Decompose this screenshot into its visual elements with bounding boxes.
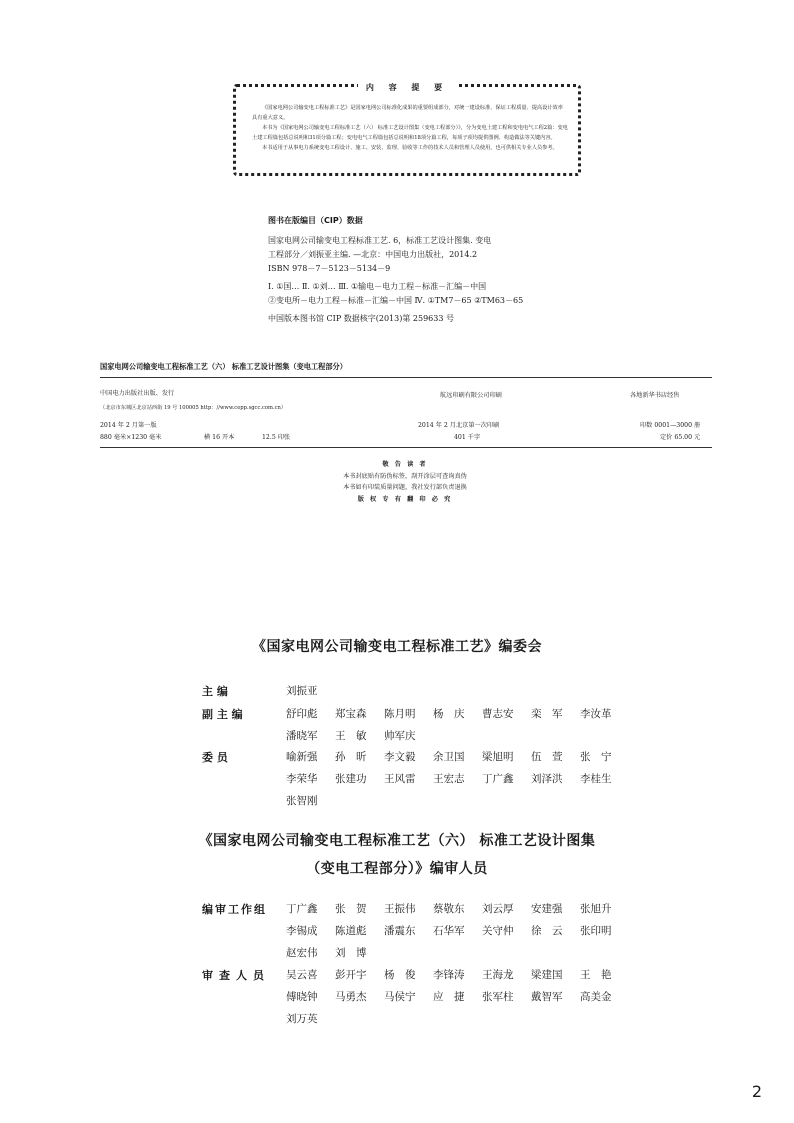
member-name: 伍 萱 [531, 751, 563, 763]
member-name: 赵宏伟 [286, 947, 318, 959]
committee-heading: 《国家电网公司输变电工程标准工艺》编委会 [252, 639, 542, 655]
cip-line: ISBN 978－7－5123－5134－9 [268, 264, 391, 273]
member-name: 李汝革 [580, 708, 612, 720]
members-row [286, 749, 629, 764]
deputy-editor-label: 副 主 编 [202, 708, 243, 721]
content-summary-box [233, 84, 581, 176]
notice-title: 敬 告 读 者 [382, 461, 428, 468]
chief-editor-names [286, 683, 335, 698]
summary-paragraph: 本书适用于从事电力系统变电工程设计、施工、安装、监理、验收等工作的技术人员和管理人员使用，也可供相关专业人员参考。 [262, 145, 558, 151]
member-name: 张建功 [335, 773, 367, 785]
member-name: 刘云厚 [482, 903, 514, 915]
format: 880 毫米×1230 毫米 [100, 434, 162, 441]
member-name: 栾 军 [531, 708, 563, 720]
deputy-editors-row [286, 706, 629, 721]
member-name: 关守仲 [482, 925, 514, 937]
member-name: 李文毅 [384, 751, 416, 763]
member-name: 王振伟 [384, 903, 416, 915]
compile-group-row [286, 945, 384, 960]
member-name: 王海龙 [482, 969, 514, 981]
members-row [286, 771, 629, 786]
cip-line: 中国版本图书馆 CIP 数据核字(2013)第 259633 号 [268, 314, 454, 323]
folio: 横 16 开本 [204, 434, 235, 441]
member-name: 刘 博 [335, 947, 367, 959]
member-name: 张 贺 [335, 903, 367, 915]
member-name: 舒印彪 [286, 708, 318, 720]
member-name: 帅军庆 [384, 730, 416, 742]
member-name: 李锋涛 [433, 969, 465, 981]
member-name: 刘万英 [286, 1013, 318, 1025]
cip-line: Ⅰ. ①国… Ⅱ. ①刘… Ⅲ. ①输电－电力工程－标准－汇编－中国 [268, 282, 487, 291]
compile-group-row [286, 923, 629, 938]
member-name: 潘震东 [384, 925, 416, 937]
member-name: 喻新强 [286, 751, 318, 763]
copyright-notice: 版 权 专 有 翻 印 必 究 [357, 495, 453, 503]
member-name: 杨 俊 [384, 969, 416, 981]
member-name: 马侯宁 [384, 991, 416, 1003]
member-name: 高美金 [580, 991, 612, 1003]
member-name: 梁建国 [531, 969, 563, 981]
reviewers-row [286, 1011, 335, 1026]
member-name: 张智刚 [286, 795, 318, 807]
compile-group-row [286, 901, 629, 916]
publisher-address: （北京市东城区北京站西街 19 号 100005 http：//www.cepp.sgcc.com.cn） [100, 405, 287, 411]
member-name: 应 捷 [433, 991, 465, 1003]
member-name: 傅晓钟 [286, 991, 318, 1003]
cip-line: ②变电所－电力工程－标准－汇编－中国 Ⅳ. ①TM7－65 ②TM63－65 [268, 296, 524, 305]
sheets: 12.5 印张 [262, 434, 291, 441]
members-row [286, 793, 335, 808]
chief-editor-label: 主 编 [202, 685, 228, 698]
notice-line: 本书如有印装质量问题，我社发行部负责退换 [343, 484, 467, 491]
review-heading-line1: 《国家电网公司输变电工程标准工艺（六） 标准工艺设计图集 [198, 833, 596, 849]
member-name: 李锡成 [286, 925, 318, 937]
member-name: 陈道彪 [335, 925, 367, 937]
review-heading-line2: （变电工程部分）》编审人员 [306, 861, 488, 877]
price: 定价 65.00 元 [660, 434, 701, 441]
member-name: 石华军 [433, 925, 465, 937]
member-name: 梁旭明 [482, 751, 514, 763]
member-name: 潘晓军 [286, 730, 318, 742]
deputy-editors-row [286, 728, 433, 743]
notice-line: 本书封底贴有防伪标签，刮开涂层可查询真伪 [343, 472, 467, 480]
member-name: 曹志安 [482, 708, 514, 720]
member-name: 彭开宇 [335, 969, 367, 981]
member-name: 丁广鑫 [482, 773, 514, 785]
printer: 航远印刷有限公司印刷 [440, 392, 502, 399]
reviewers-label: 审查人员 [202, 969, 270, 982]
member-name: 杨 庆 [433, 708, 465, 720]
summary-paragraph: 本书为《国家电网公司输变电工程标准工艺（六） 标准工艺设计图集（变电工程部分）》，分为变电土建工程和变电电气工程2篇：变电土建工程篇包括总说明和31项分篇工程；变电电气工程篇包括总说明和18项分篇工程，每项子项均提供图例、构造做法等关键内容。 [252, 125, 568, 141]
member-name: 张 宁 [580, 751, 612, 763]
member-name: 王风雷 [384, 773, 416, 785]
member-name: 郑宝森 [335, 708, 367, 720]
publisher: 中国电力出版社出版、发行 [100, 390, 175, 397]
member-name: 王 艳 [580, 969, 612, 981]
content-summary-body [252, 103, 568, 153]
member-name: 蔡敬东 [433, 903, 465, 915]
word-count: 401 千字 [454, 434, 481, 441]
summary-paragraph: 《国家电网公司输变电工程标准工艺》是国家电网公司标准化成果的重要组成部分，对统一建设标准、保证工程质量、提高设计效率具有重大意义。 [252, 105, 563, 121]
member-name: 张旭升 [580, 903, 612, 915]
members-label: 委 员 [202, 751, 228, 764]
member-name: 余卫国 [433, 751, 465, 763]
distributor: 各地新华书店经售 [630, 392, 680, 399]
member-name: 张印明 [580, 925, 612, 937]
member-name: 吴云喜 [286, 969, 318, 981]
member-name: 王宏志 [433, 773, 465, 785]
print-copies: 印数 0001—3000 册 [640, 422, 701, 429]
member-name: 王 敏 [335, 730, 367, 742]
cip-title: 图书在版编目（CIP）数据 [268, 216, 363, 225]
member-name: 刘振亚 [286, 685, 318, 697]
reviewers-row [286, 967, 629, 982]
compile-group-label: 编审工作组 [202, 903, 267, 916]
member-name: 马勇杰 [335, 991, 367, 1003]
member-name: 徐 云 [531, 925, 563, 937]
member-name: 丁广鑫 [286, 903, 318, 915]
divider [100, 377, 712, 378]
member-name: 戴智军 [531, 991, 563, 1003]
edition: 2014 年 2 月第一版 [100, 422, 157, 429]
printing: 2014 年 2 月北京第一次印刷 [418, 422, 500, 429]
cip-data-block [268, 214, 588, 326]
cip-line: 国家电网公司输变电工程标准工艺. 6，标准工艺设计图集. 变电 [268, 236, 492, 245]
divider [100, 447, 712, 448]
member-name: 孙 昕 [335, 751, 367, 763]
member-name: 张军柱 [482, 991, 514, 1003]
member-name: 刘泽洪 [531, 773, 563, 785]
page-number: 2 [751, 1082, 762, 1101]
content-summary-title: 内 容 提 要 [236, 75, 578, 94]
member-name: 李荣华 [286, 773, 318, 785]
member-name: 李桂生 [580, 773, 612, 785]
member-name: 陈月明 [384, 708, 416, 720]
reader-notice [280, 459, 530, 505]
cip-line: 工程部分／刘振亚主编. —北京：中国电力出版社，2014.2 [268, 250, 478, 259]
reviewers-row [286, 989, 629, 1004]
member-name: 安建强 [531, 903, 563, 915]
book-title: 国家电网公司输变电工程标准工艺（六） 标准工艺设计图集（变电工程部分） [100, 362, 347, 371]
